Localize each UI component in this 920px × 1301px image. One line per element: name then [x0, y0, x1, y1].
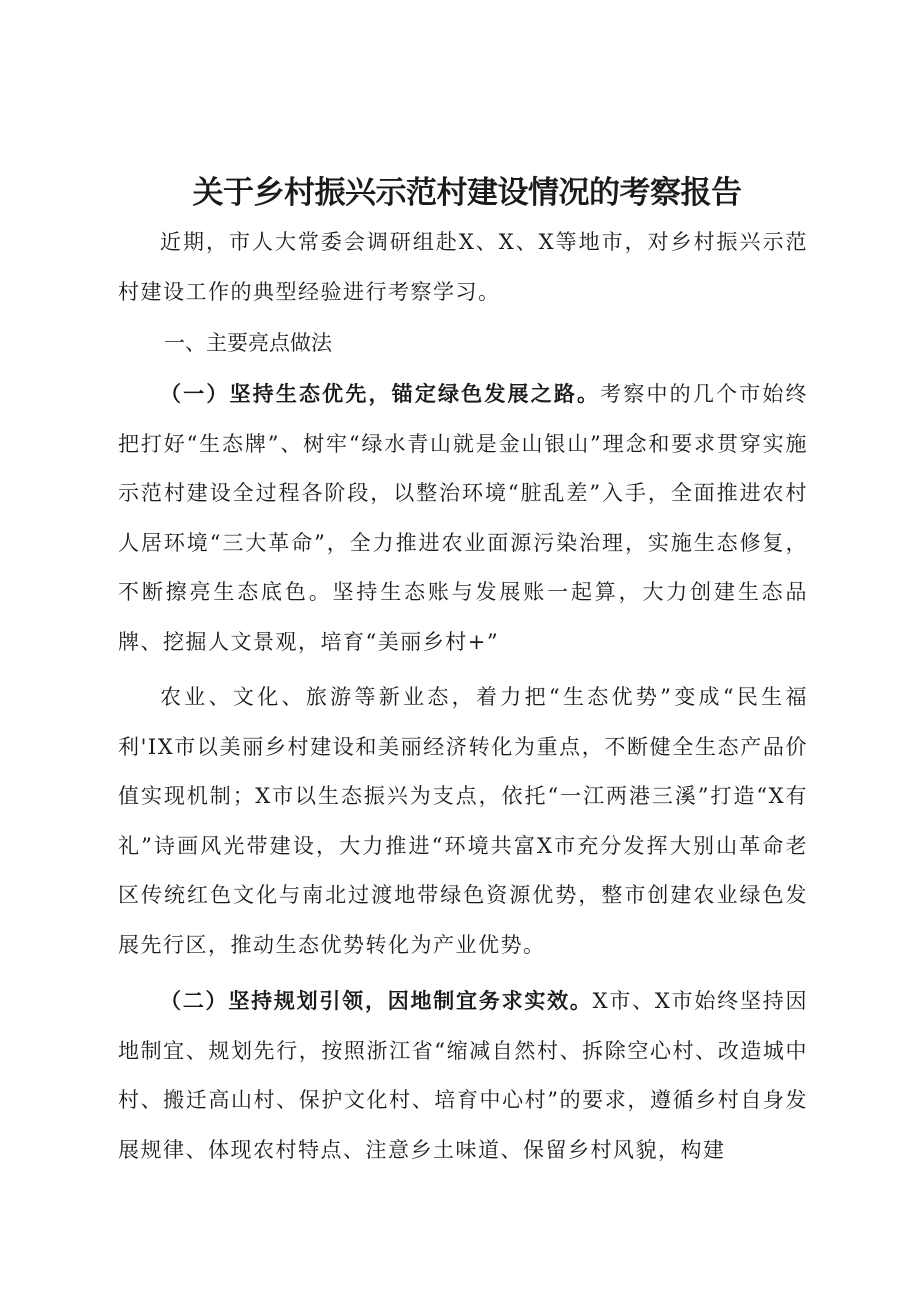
paragraph-ecology	[118, 369, 808, 667]
section-heading: 一、主要亮点做法	[164, 331, 332, 355]
paragraph-industry: 农业、文化、旅游等新业态，着力把“生态优势”变成“民生福利'IX市以美丽乡村建设和美丽经济转化为重点，不断健全生态产品价值实现机制；X市以生态振兴为支点，依托“一江两港三溪”打造“X有礼”诗画风光带建设，大力推进“环境共富X市充分发挥大别山革命老区传统红色文化与南北过渡地带绿色资源优势，整市创建农业绿色发展先行区，推动生态优势转化为产业优势。	[118, 685, 808, 957]
paragraph-lead: （一）坚持生态优先，锚定绿色发展之路。	[160, 381, 601, 406]
paragraph-lead: （二）坚持规划引领，因地制宜务求实效。	[160, 988, 593, 1013]
intro-paragraph: 近期，市人大常委会调研组赴X、X、X等地市，对乡村振兴示范村建设工作的典型经验进行考察学习。	[118, 230, 808, 304]
paragraph-body: X市、X市始终坚持因地制宜、规划先行，按照浙江省“缩减自然村、拆除空心村、改造城中村、搬迁高山村、保护文化村、培育中心村”的要求，遵循乡村自身发展规律、体现农村特点、注意乡土味道、保留乡村风貌，构建	[118, 989, 808, 1162]
paragraph-planning	[118, 976, 808, 1175]
paragraph-body: 考察中的几个市始终把打好“生态牌”、树牢“绿水青山就是金山银山”理念和要求贯穿实施示范村建设全过程各阶段，以整治环境“脏乱差”入手，全面推进农村人居环境“三大革命”，全力推进农业面源污染治理，实施生态修复，不断擦亮生态底色。坚持生态账与发展账一起算，大力创建生态品牌、挖掘人文景观，培育“美丽乡村+”	[118, 382, 809, 654]
document-title: 关于乡村振兴示范村建设情况的考察报告	[192, 175, 742, 211]
document-page	[118, 168, 808, 1175]
